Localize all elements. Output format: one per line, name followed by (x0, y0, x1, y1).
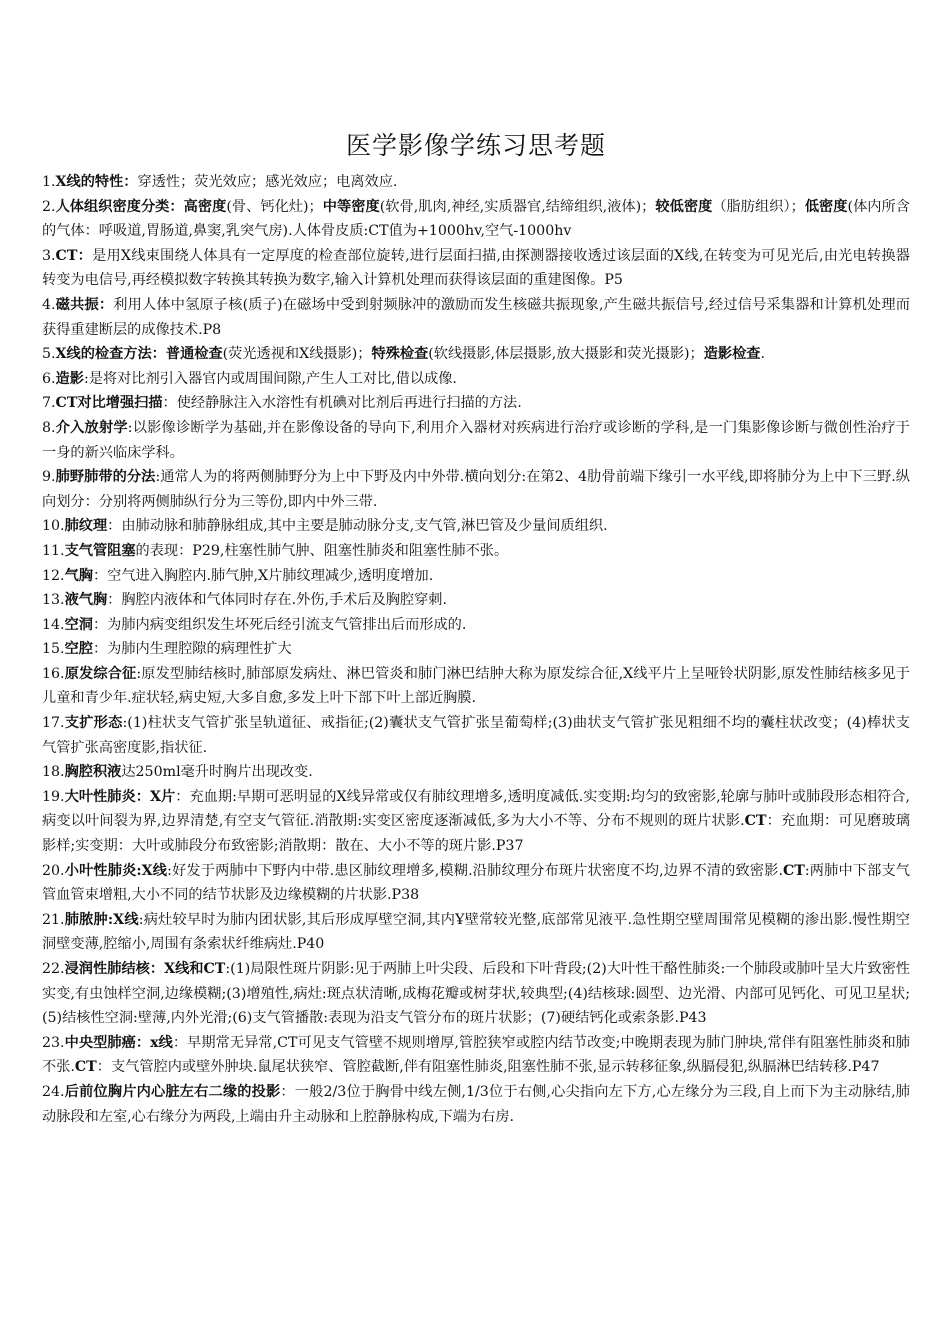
question-number: 5. (42, 346, 56, 363)
definition-text: :是将对比剂引入器官内或周围间隙,产生人工对比,借以成像. (83, 370, 457, 387)
question-item (42, 637, 910, 662)
term-label: 液气胸 (64, 592, 108, 609)
definition-text: ：使经静脉注入水溶性有机碘对比剂后再进行扫描的方法. (162, 395, 522, 412)
term-label: 低密度 (804, 198, 848, 215)
definition-text: ：支气管腔内或壁外肿块.鼠尾状狭窄、管腔截断,伴有阻塞性肺炎,阻塞性肺不张,显示转移征象,纵膈侵犯,纵膈淋巴结转移.P47 (96, 1059, 880, 1076)
question-item (42, 416, 910, 465)
question-item (42, 859, 910, 908)
question-number: 8. (42, 419, 56, 436)
question-item (42, 785, 910, 859)
question-item (42, 957, 910, 1031)
term-label: 普通检查 (165, 346, 223, 363)
definition-text: ：充血期：可见磨玻璃影样;实变期：大叶或肺段分布致密影;消散期：散在、大小不等的斑片影.P37 (42, 813, 910, 855)
question-list (42, 170, 910, 1129)
definition-text: ：一般2/3位于胸骨中线左侧,1/3位于右侧,心尖指向左下方,心左缘分为三段,自上而下为主动脉结,肺动脉段和左室,心右缘分为两段,上端由升主动脉和上腔静脉构成,下端为右房. (42, 1083, 910, 1125)
definition-text: :原发型肺结核时,肺部原发病灶、淋巴管炎和肺门淋巴结肿大称为原发综合征,X线平片上呈哑铃状阴影,原发性肺结核多见于儿童和青少年.症状轻,病史短,大多自愈,多发上叶下部下叶上部近胸膜. (42, 665, 910, 707)
term-label: 较低密度 (655, 198, 713, 215)
question-item (42, 195, 910, 244)
definition-text: （脂肪组织）； (712, 198, 805, 215)
question-item (42, 613, 910, 638)
question-item (42, 465, 910, 514)
definition-text: 穿透性；荧光效应；感光效应；电离效应. (137, 174, 398, 190)
definition-text: :通常人为的将两侧肺野分为上中下野及内中外带.横向划分:在第2、4肋骨前端下缘引一水平线,即将肺分为上中下三野.纵向划分：分别将两侧肺纵行分为三等份,即内中外三带. (42, 469, 910, 510)
question-number: 2. (42, 198, 56, 215)
term-label: 中等密度 (322, 198, 380, 215)
question-item (42, 662, 910, 711)
term-label: 中央型肺癌：x线 (64, 1034, 173, 1051)
term-label: 磁共振： (55, 296, 114, 313)
definition-text: 的表现：P29,柱塞性肺气肿、阻塞性肺炎和阻塞性肺不张。 (135, 542, 509, 559)
term-label: 小叶性肺炎:X线 (64, 862, 168, 879)
question-item (42, 711, 910, 760)
term-label: 支气管阻塞 (64, 542, 136, 559)
question-number: 12. (42, 567, 65, 584)
question-number: 7. (42, 395, 56, 412)
term-label: CT： (55, 247, 93, 264)
term-label: 造影检查 (703, 346, 761, 363)
definition-text: . (760, 346, 766, 363)
term-label: 肺纹理 (64, 518, 108, 535)
definition-text: :(1)局限性斑片阴影:见于两肺上叶尖段、后段和下叶背段;(2)大叶性干酪性肺炎:一个肺段或肺叶呈大片致密性实变,有虫蚀样空洞,边缘模糊;(3)增殖性,病灶:斑点状清晰,成梅花瓣或树芽状,较典型;(4)结核球:圆型、边光滑、内部可见钙化、可见卫星状;(5)结核性空洞:壁薄,内外光滑;(6)支气管播散:表现为沿支气管分布的斑片状影；(7)硬结钙化或索条影.P43 (42, 961, 910, 1027)
term-label: 介入放射学 (55, 419, 128, 436)
term-label: 肺脓肿:X线 (64, 911, 139, 928)
term-label: 大叶性肺炎：X片 (64, 788, 176, 805)
term-label: CT (74, 1059, 97, 1076)
term-label: X线的特性： (55, 174, 138, 190)
definition-text: 是用X线束围绕人体具有一定厚度的检查部位旋转,进行层面扫描,由探测器接收透过该层面的X线,在转变为可见光后,由光电转换器转变为电信号,再经模拟数字转换其转换为数字,输入计算机处理而获得该层面的重建图像。P5 (42, 247, 910, 289)
definition-text: 利用人体中氢原子核(质子)在磁场中受到射频脉冲的激励而发生核磁共振现象,产生磁共振信号,经过信号采集器和计算机处理而获得重建断层的成像技术.P8 (42, 296, 910, 338)
definition-text: (体内所含的气体：呼吸道,胃肠道,鼻窦,乳突气房).人体骨皮质:CT值为+1000hv,空气-1000hv (42, 198, 910, 240)
question-number: 14. (42, 616, 65, 633)
definition-text: ：胸腔内液体和气体同时存在.外伤,手术后及胸腔穿刺. (107, 592, 447, 609)
question-item (42, 293, 910, 342)
term-label: 空腔 (64, 641, 93, 658)
term-label: 后前位胸片内心脏左右二缘的投影 (64, 1083, 281, 1100)
question-number: 9. (42, 469, 56, 486)
question-number: 11. (42, 542, 65, 559)
term-label: CT (783, 862, 805, 879)
question-item (42, 391, 910, 416)
definition-text: ：充血期:早期可恶明显的X线异常或仅有肺纹理增多,透明度减低.实变期:均匀的致密影,轮廓与肺叶或肺段形态相符合,病变以叶间裂为界,边界清楚,有空支气管征.消散期:实变区密度逐渐减低,多为大小不等、分布不规则的斑片状影. (42, 788, 911, 830)
question-number: 23. (42, 1034, 65, 1051)
term-label: 浸润性肺结核：X线和CT (64, 961, 226, 977)
question-item (42, 760, 910, 785)
question-item (42, 539, 910, 564)
term-label: CT (744, 813, 767, 830)
question-number: 3. (42, 247, 56, 264)
question-item (42, 342, 910, 367)
definition-text: (软骨,肌肉,神经,实质器官,结缔组织,液体)； (379, 198, 656, 215)
definition-text: :(1)柱状支气管扩张呈轨道征、戒指征;(2)囊状支气管扩张呈葡萄样;(3)曲状支气管扩张见粗细不均的囊柱状改变；(4)棒状支气管扩张高密度影,指状征. (42, 715, 910, 756)
definition-text: :两肺中下部支气管血管束增粗,大小不同的结节状影及边缘模糊的片状影.P38 (42, 862, 910, 904)
term-label: 空洞 (64, 616, 93, 633)
term-label: 支扩形态 (64, 715, 123, 732)
term-label: 气胸 (64, 567, 93, 584)
definition-text: ：为肺内病变组织发生坏死后经引流支气管排出后而形成的. (92, 616, 467, 633)
definition-text: (骨、钙化灶)； (226, 198, 323, 215)
definition-text: :好发于两肺中下野内中带.患区肺纹理增多,模糊.沿肺纹理分布斑片状密度不均,边界不清的致密影. (167, 862, 783, 879)
term-label: 胸腔积液 (64, 764, 122, 781)
question-number: 15. (42, 641, 65, 658)
question-number: 21. (42, 911, 65, 928)
definition-text: ：为肺内生理腔隙的病理性扩大 (92, 641, 292, 658)
question-item (42, 588, 910, 613)
definition-text: :以影像诊断学为基础,并在影像设备的导向下,利用介入器材对疾病进行治疗或诊断的学科,是一门集影像诊断与微创性治疗于一身的新兴临床学科。 (42, 419, 910, 461)
question-item (42, 564, 910, 589)
question-number: 20. (42, 862, 65, 879)
question-item (42, 367, 910, 392)
question-item (42, 514, 910, 539)
term-label: 高密度 (183, 198, 227, 215)
question-number: 10. (42, 518, 65, 535)
term-label: CT对比增强扫描 (55, 395, 163, 412)
term-label: 肺野肺带的分法 (55, 469, 156, 486)
question-number: 6. (42, 370, 56, 387)
question-item (42, 1031, 910, 1080)
question-number: 1. (42, 174, 56, 190)
question-number: 24. (42, 1083, 65, 1100)
question-item (42, 1080, 910, 1129)
term-label: 特殊检查 (371, 346, 429, 363)
definition-text: ：早期常无异常,CT可见支气管壁不规则增厚,管腔狭窄或腔内结节改变;中晚期表现为肺门肿块,常伴有阻塞性肺炎和肺不张. (42, 1034, 910, 1076)
question-number: 4. (42, 296, 56, 313)
term-label: 造影 (55, 370, 84, 387)
definition-text: ：空气进入胸腔内.肺气肿,X片肺纹理减少,透明度增加. (92, 567, 434, 584)
question-number: 18. (42, 764, 65, 781)
definition-text: :病灶较早时为肺内团状影,其后形成厚壁空洞,其内Ұ壁常较光整,底部常见液平.急性期空壁周围常见模糊的渗出影.慢性期空洞壁变薄,腔缩小,周围有条索状纤维病灶.P40 (42, 911, 910, 953)
question-item (42, 244, 910, 293)
question-number: 17. (42, 715, 65, 732)
definition-text: (荧光透视和X线摄影)； (222, 346, 372, 363)
question-number: 22. (42, 961, 65, 977)
term-label: 原发综合征 (64, 665, 137, 682)
page-title: 医学影像学练习思考题 (345, 131, 606, 160)
definition-text: ：由肺动脉和肺静脉组成,其中主要是肺动脉分支,支气管,淋巴管及少量间质组织. (107, 518, 608, 535)
question-item (42, 170, 910, 195)
question-number: 13. (42, 592, 65, 609)
definition-text: 达250ml毫升时胸片出现改变. (121, 764, 313, 781)
question-number: 19. (42, 788, 65, 805)
term-label: 人体组织密度分类： (55, 198, 184, 215)
term-label: X线的检查方法： (55, 346, 166, 363)
definition-text: (软线摄影,体层摄影,放大摄影和荧光摄影)； (428, 346, 704, 363)
question-item (42, 908, 910, 957)
question-number: 16. (42, 665, 65, 682)
